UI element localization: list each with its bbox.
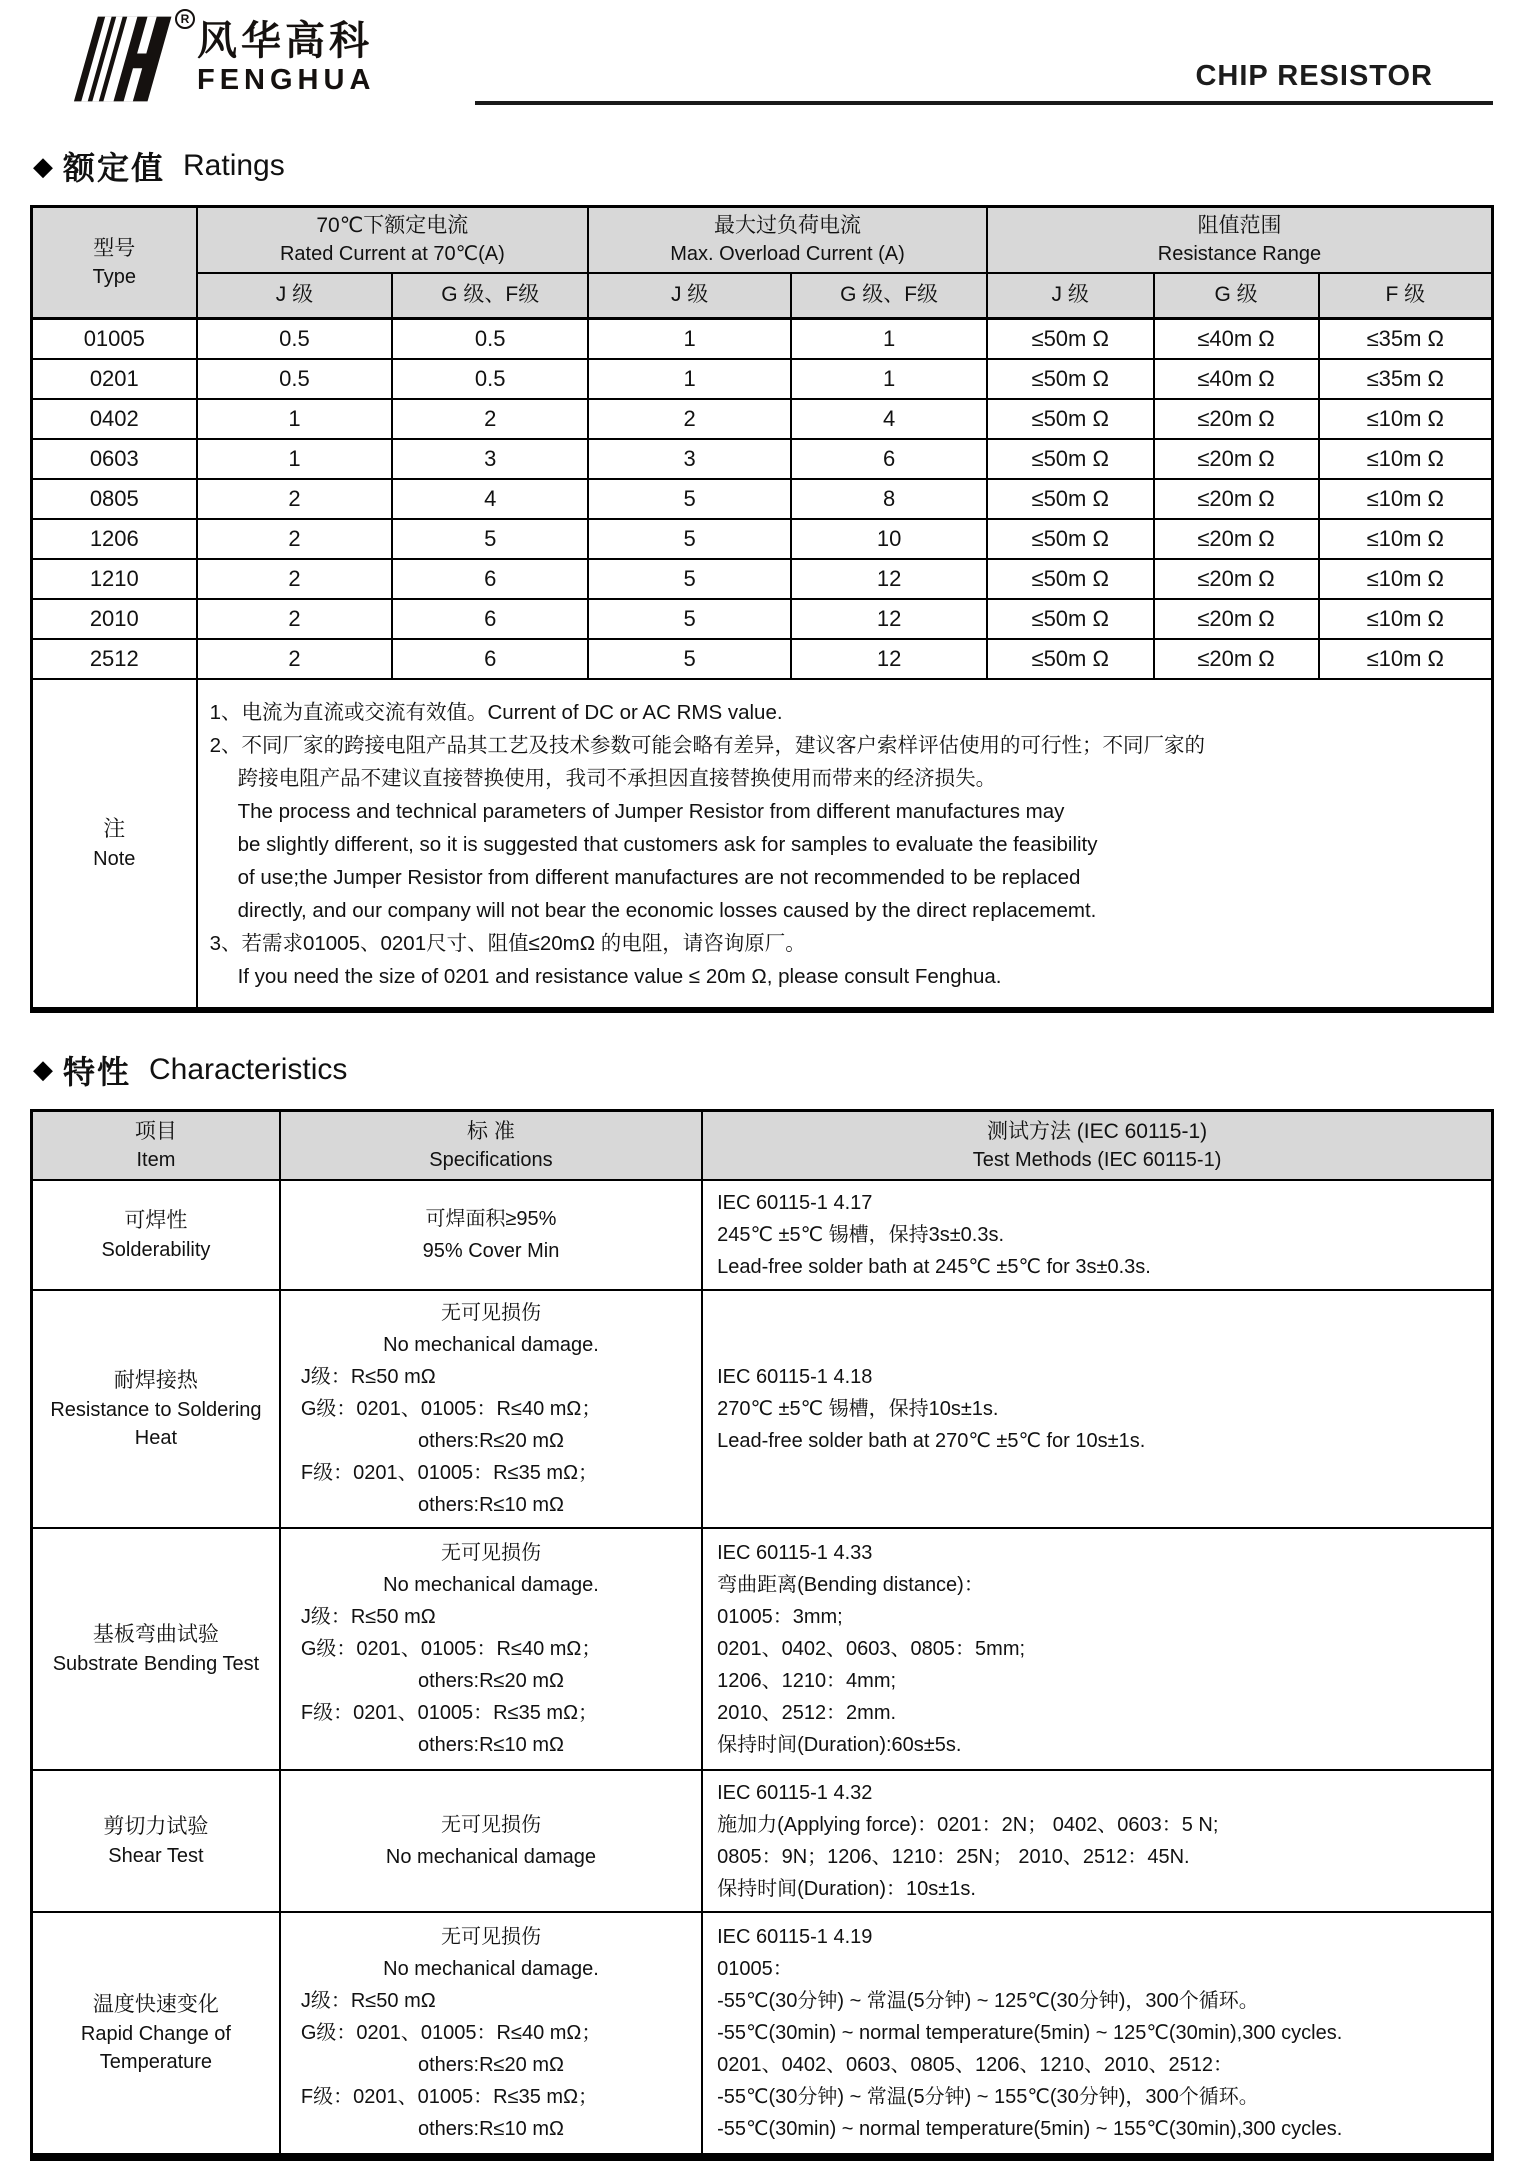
test-line: Lead-free solder bath at 245℃ ±5℃ for 3s±0.3s.	[717, 1251, 1485, 1283]
test-line: IEC 60115-1 4.32	[717, 1777, 1485, 1809]
item-cell	[32, 1770, 280, 1912]
item-header-en: Item	[33, 1147, 279, 1174]
value-cell: 5	[588, 639, 791, 679]
value-cell: ≤20m Ω	[1154, 439, 1319, 479]
test-method-cell	[702, 1770, 1492, 1912]
spec-line: others:R≤20 mΩ	[287, 2049, 695, 2081]
item-label-en: Substrate Bending Test	[41, 1650, 271, 1678]
logo-name-en: FENGHUA	[197, 63, 375, 97]
spec-line: 无可见损伤	[287, 1921, 695, 1953]
test-line: -55℃(30分钟) ~ 常温(5分钟) ~ 155℃(30分钟)，300个循环。	[717, 2081, 1485, 2113]
test-method-cell	[702, 1912, 1492, 2157]
test-method-cell	[702, 1290, 1492, 1528]
subheader-resistance-f: F 级	[1319, 273, 1493, 319]
value-cell: 2	[197, 559, 393, 599]
diamond-icon: ◆	[33, 151, 53, 182]
ratings-row-1206	[32, 519, 1493, 559]
item-cell	[32, 1180, 280, 1290]
value-cell: ≤50m Ω	[987, 399, 1154, 439]
ratings-row-0201	[32, 359, 1493, 399]
test-line: 弯曲距离(Bending distance)：	[717, 1569, 1485, 1601]
note-line: 跨接电阻产品不建议直接替换使用，我司不承担因直接替换使用而带来的经济损失。	[210, 762, 1477, 795]
fenghua-logo	[55, 13, 475, 105]
test-line: 保持时间(Duration)：10s±1s.	[717, 1873, 1485, 1905]
spec-line: F级：0201、01005：R≤35 mΩ；	[287, 1697, 695, 1729]
test-method-cell	[702, 1180, 1492, 1290]
logo-name-cn: 风华高科	[197, 19, 375, 63]
spec-line: No mechanical damage.	[287, 1569, 695, 1601]
item-label-cn: 剪切力试验	[41, 1812, 271, 1842]
item-label-en: Shear Test	[41, 1842, 271, 1870]
value-cell: ≤50m Ω	[987, 479, 1154, 519]
note-line: If you need the size of 0201 and resistance value ≤ 20m Ω, please consult Fenghua.	[210, 960, 1477, 993]
test-line: 270℃ ±5℃ 锡槽，保持10s±1s.	[717, 1393, 1485, 1425]
specification-cell	[280, 1912, 702, 2157]
test-line: -55℃(30min) ~ normal temperature(5min) ~ 155℃(30min),300 cycles.	[717, 2113, 1485, 2145]
subheader-overload-j: J 级	[588, 273, 791, 319]
registered-trademark-icon: R	[175, 9, 195, 29]
value-cell: ≤50m Ω	[987, 599, 1154, 639]
test-line: 01005：	[717, 1953, 1485, 1985]
value-cell: 6	[392, 639, 588, 679]
value-cell: 5	[588, 599, 791, 639]
resistance-header-cn: 阻值范围	[988, 211, 1491, 241]
value-cell: 8	[791, 479, 987, 519]
item-cell	[32, 1290, 280, 1528]
spec-line: 95% Cover Min	[287, 1235, 695, 1267]
note-line: directly, and our company will not bear the economic losses caused by the direct replacememt.	[210, 894, 1477, 927]
item-label-en: Solderability	[41, 1236, 271, 1264]
value-cell: 2	[392, 399, 588, 439]
ratings-row-01005	[32, 319, 1493, 359]
ratings-section-title	[33, 143, 1525, 189]
characteristics-row	[32, 1290, 1493, 1528]
spec-line: J级：R≤50 mΩ	[287, 1361, 695, 1393]
spec-line: F级：0201、01005：R≤35 mΩ；	[287, 2081, 695, 2113]
item-label-en: Rapid Change of Temperature	[41, 2020, 271, 2076]
test-line: 0201、0402、0603、0805、1206、1210、2010、2512：	[717, 2049, 1485, 2081]
ratings-row-2512	[32, 639, 1493, 679]
spec-line: 无可见损伤	[287, 1537, 695, 1569]
spec-line: J级：R≤50 mΩ	[287, 1601, 695, 1633]
test-line: 245℃ ±5℃ 锡槽，保持3s±0.3s.	[717, 1219, 1485, 1251]
value-cell: ≤20m Ω	[1154, 639, 1319, 679]
value-cell: ≤40m Ω	[1154, 359, 1319, 399]
value-cell: ≤10m Ω	[1319, 399, 1493, 439]
col-header-test-methods	[702, 1110, 1492, 1180]
characteristics-row	[32, 1912, 1493, 2157]
ratings-title-en: Ratings	[183, 149, 285, 183]
value-cell: 5	[588, 559, 791, 599]
subheader-resistance-j: J 级	[987, 273, 1154, 319]
value-cell: 12	[791, 559, 987, 599]
value-cell: ≤20m Ω	[1154, 479, 1319, 519]
value-cell: 4	[392, 479, 588, 519]
value-cell: 12	[791, 599, 987, 639]
test-header-en: Test Methods (IEC 60115-1)	[703, 1147, 1491, 1174]
characteristics-title-en: Characteristics	[149, 1053, 347, 1087]
value-cell: ≤35m Ω	[1319, 319, 1493, 359]
value-cell: 5	[588, 519, 791, 559]
spec-line: 无可见损伤	[287, 1297, 695, 1329]
value-cell: 2	[197, 479, 393, 519]
type-cell: 2010	[32, 599, 197, 639]
spec-line: 无可见损伤	[287, 1809, 695, 1841]
characteristics-row	[32, 1770, 1493, 1912]
spec-line: G级：0201、01005：R≤40 mΩ；	[287, 2017, 695, 2049]
value-cell: 0.5	[392, 319, 588, 359]
value-cell: ≤50m Ω	[987, 359, 1154, 399]
test-line: 01005：3mm;	[717, 1601, 1485, 1633]
note-content-cell	[197, 679, 1493, 1010]
item-cell	[32, 1912, 280, 2157]
diamond-icon: ◆	[33, 1054, 53, 1085]
subheader-rated-j: J 级	[197, 273, 393, 319]
value-cell: ≤10m Ω	[1319, 559, 1493, 599]
spec-line: 可焊面积≥95%	[287, 1203, 695, 1235]
test-line: 保持时间(Duration):60s±5s.	[717, 1729, 1485, 1761]
spec-line: others:R≤10 mΩ	[287, 2113, 695, 2145]
col-header-overload-current	[588, 207, 987, 273]
value-cell: 0.5	[197, 319, 393, 359]
test-line: -55℃(30分钟) ~ 常温(5分钟) ~ 125℃(30分钟)，300个循环。	[717, 1985, 1485, 2017]
item-cell	[32, 1528, 280, 1770]
spec-line: No mechanical damage.	[287, 1953, 695, 1985]
value-cell: 5	[392, 519, 588, 559]
value-cell: 2	[197, 519, 393, 559]
ratings-table	[30, 205, 1494, 1013]
item-label-en: Resistance to Soldering Heat	[41, 1396, 271, 1452]
note-lines	[210, 696, 1477, 993]
note-line: be slightly different, so it is suggested that customers ask for samples to evaluate the feasibility	[210, 828, 1477, 861]
value-cell: ≤50m Ω	[987, 639, 1154, 679]
value-cell: 1	[588, 359, 791, 399]
characteristics-table	[30, 1109, 1494, 2161]
item-header-cn: 项目	[33, 1117, 279, 1147]
item-label-cn: 耐焊接热	[41, 1366, 271, 1396]
specification-cell	[280, 1528, 702, 1770]
characteristics-row	[32, 1528, 1493, 1770]
item-label-cn: 温度快速变化	[41, 1990, 271, 2020]
header-rule	[475, 60, 1493, 105]
value-cell: 1	[588, 319, 791, 359]
value-cell: 1	[197, 439, 393, 479]
value-cell: ≤50m Ω	[987, 319, 1154, 359]
type-cell: 01005	[32, 319, 197, 359]
value-cell: ≤20m Ω	[1154, 599, 1319, 639]
spec-line: others:R≤10 mΩ	[287, 1729, 695, 1761]
note-label-cell	[32, 679, 197, 1010]
ratings-group-header-row	[32, 207, 1493, 273]
type-cell: 2512	[32, 639, 197, 679]
value-cell: ≤10m Ω	[1319, 479, 1493, 519]
value-cell: ≤50m Ω	[987, 559, 1154, 599]
type-cell: 0201	[32, 359, 197, 399]
ratings-row-2010	[32, 599, 1493, 639]
subheader-rated-gf: G 级、F级	[392, 273, 588, 319]
value-cell: 3	[588, 439, 791, 479]
value-cell: ≤10m Ω	[1319, 639, 1493, 679]
value-cell: 2	[197, 639, 393, 679]
col-header-resistance-range	[987, 207, 1493, 273]
test-line: 0805：9N；1206、1210：25N； 2010、2512：45N.	[717, 1841, 1485, 1873]
value-cell: ≤35m Ω	[1319, 359, 1493, 399]
spec-line: No mechanical damage.	[287, 1329, 695, 1361]
rated-header-cn: 70℃下额定电流	[198, 211, 588, 241]
value-cell: 3	[392, 439, 588, 479]
value-cell: 1	[197, 399, 393, 439]
note-label-cn: 注	[33, 813, 196, 845]
ratings-row-0805	[32, 479, 1493, 519]
value-cell: 1	[791, 359, 987, 399]
value-cell: 1	[791, 319, 987, 359]
rated-header-en: Rated Current at 70℃(A)	[198, 241, 588, 268]
test-line: Lead-free solder bath at 270℃ ±5℃ for 10s±1s.	[717, 1425, 1485, 1457]
resistance-header-en: Resistance Range	[988, 241, 1491, 268]
fenghua-logo-icon	[55, 13, 183, 105]
ratings-row-0603	[32, 439, 1493, 479]
specification-cell	[280, 1770, 702, 1912]
spec-line: others:R≤20 mΩ	[287, 1425, 695, 1457]
type-cell: 0805	[32, 479, 197, 519]
test-line: 2010、2512：2mm.	[717, 1697, 1485, 1729]
type-cell: 0402	[32, 399, 197, 439]
ratings-title-cn: 额定值	[63, 143, 165, 189]
col-header-type	[32, 207, 197, 319]
specification-cell	[280, 1180, 702, 1290]
col-header-item	[32, 1110, 280, 1180]
characteristics-title-cn: 特性	[63, 1047, 131, 1093]
note-line: 3、若需求01005、0201尺寸、阻值≤20mΩ 的电阻，请咨询原厂。	[210, 927, 1477, 960]
value-cell: 10	[791, 519, 987, 559]
col-header-rated-current	[197, 207, 589, 273]
value-cell: ≤20m Ω	[1154, 399, 1319, 439]
value-cell: 6	[392, 559, 588, 599]
value-cell: 5	[588, 479, 791, 519]
ratings-tbody	[32, 319, 1493, 679]
note-line: of use;the Jumper Resistor from different manufactures are not recommended to be replaced	[210, 861, 1477, 894]
type-cell: 1206	[32, 519, 197, 559]
page-header	[0, 0, 1525, 105]
test-line: 施加力(Applying force)：0201：2N； 0402、0603：5 N;	[717, 1809, 1485, 1841]
value-cell: 2	[588, 399, 791, 439]
spec-line: No mechanical damage	[287, 1841, 695, 1873]
ratings-subheader-row	[32, 273, 1493, 319]
type-header-en: Type	[33, 264, 196, 291]
value-cell: 6	[791, 439, 987, 479]
item-label-cn: 基板弯曲试验	[41, 1620, 271, 1650]
value-cell: 6	[392, 599, 588, 639]
value-cell: 12	[791, 639, 987, 679]
logo-text	[197, 13, 375, 97]
value-cell: ≤20m Ω	[1154, 519, 1319, 559]
test-line: IEC 60115-1 4.18	[717, 1361, 1485, 1393]
test-line: -55℃(30min) ~ normal temperature(5min) ~ 125℃(30min),300 cycles.	[717, 2017, 1485, 2049]
value-cell: ≤50m Ω	[987, 519, 1154, 559]
type-cell: 0603	[32, 439, 197, 479]
note-line: The process and technical parameters of Jumper Resistor from different manufactures may	[210, 795, 1477, 828]
characteristics-section-title	[33, 1047, 1525, 1093]
test-header-cn: 测试方法 (IEC 60115-1)	[703, 1117, 1491, 1147]
note-line: 1、电流为直流或交流有效值。Current of DC or AC RMS value.	[210, 696, 1477, 729]
ratings-note-row	[32, 679, 1493, 1010]
value-cell: ≤10m Ω	[1319, 519, 1493, 559]
value-cell: ≤40m Ω	[1154, 319, 1319, 359]
test-method-cell	[702, 1528, 1492, 1770]
type-header-cn: 型号	[33, 234, 196, 264]
ratings-row-0402	[32, 399, 1493, 439]
characteristics-header-row	[32, 1110, 1493, 1180]
characteristics-tbody	[32, 1180, 1493, 2157]
test-line: IEC 60115-1 4.19	[717, 1921, 1485, 1953]
value-cell: 4	[791, 399, 987, 439]
value-cell: 0.5	[197, 359, 393, 399]
specification-cell	[280, 1290, 702, 1528]
characteristics-row	[32, 1180, 1493, 1290]
note-line: 2、不同厂家的跨接电阻产品其工艺及技术参数可能会略有差异，建议客户索样评估使用的可行性；不同厂家的	[210, 729, 1477, 762]
subheader-resistance-g: G 级	[1154, 273, 1319, 319]
note-label-en: Note	[33, 845, 196, 873]
test-line: IEC 60115-1 4.33	[717, 1537, 1485, 1569]
item-label-cn: 可焊性	[41, 1206, 271, 1236]
value-cell: ≤10m Ω	[1319, 439, 1493, 479]
overload-header-en: Max. Overload Current (A)	[589, 241, 986, 268]
spec-line: others:R≤10 mΩ	[287, 1489, 695, 1521]
col-header-specifications	[280, 1110, 702, 1180]
value-cell: ≤10m Ω	[1319, 599, 1493, 639]
ratings-row-1210	[32, 559, 1493, 599]
test-line: IEC 60115-1 4.17	[717, 1187, 1485, 1219]
spec-line: J级：R≤50 mΩ	[287, 1985, 695, 2017]
test-line: 0201、0402、0603、0805：5mm;	[717, 1633, 1485, 1665]
subheader-overload-gf: G 级、F级	[791, 273, 987, 319]
type-cell: 1210	[32, 559, 197, 599]
overload-header-cn: 最大过负荷电流	[589, 211, 986, 241]
spec-line: others:R≤20 mΩ	[287, 1665, 695, 1697]
spec-header-en: Specifications	[281, 1147, 701, 1174]
value-cell: ≤20m Ω	[1154, 559, 1319, 599]
test-line: 1206、1210：4mm;	[717, 1665, 1485, 1697]
spec-line: G级：0201、01005：R≤40 mΩ；	[287, 1633, 695, 1665]
spec-header-cn: 标 准	[281, 1117, 701, 1147]
value-cell: 2	[197, 599, 393, 639]
value-cell: ≤50m Ω	[987, 439, 1154, 479]
value-cell: 0.5	[392, 359, 588, 399]
spec-line: F级：0201、01005：R≤35 mΩ；	[287, 1457, 695, 1489]
page-title: CHIP RESISTOR	[1195, 60, 1493, 101]
spec-line: G级：0201、01005：R≤40 mΩ；	[287, 1393, 695, 1425]
